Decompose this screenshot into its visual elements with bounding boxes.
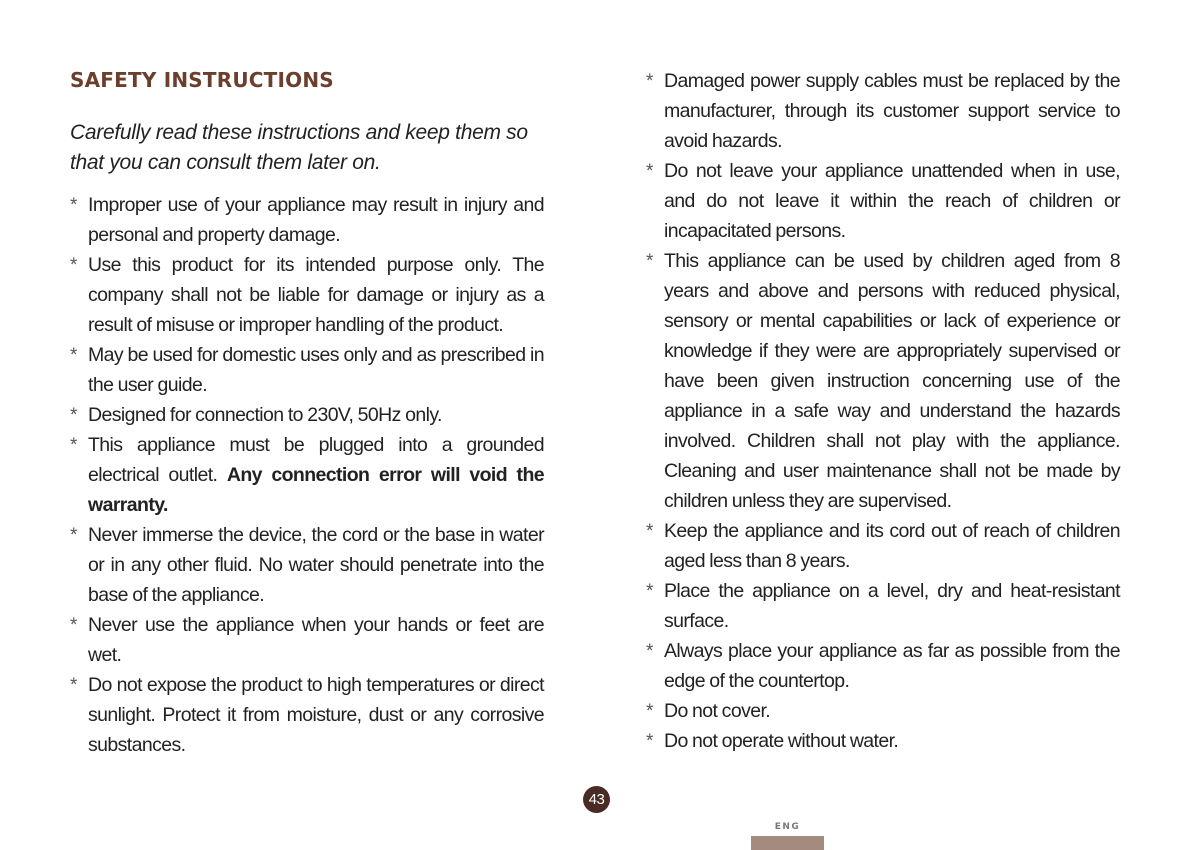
asterisk-bullet-icon: * [646,161,653,182]
left-safety-item [70,670,544,760]
asterisk-bullet-icon: * [646,71,653,92]
right-safety-item [646,156,1120,246]
asterisk-bullet-icon: * [646,641,653,662]
asterisk-bullet-icon: * [70,345,77,366]
language-tab-bar [751,836,824,850]
right-safety-item [646,246,1120,516]
asterisk-bullet-icon: * [646,521,653,542]
left-safety-item [70,340,544,400]
left-safety-item [70,190,544,250]
right-safety-item [646,516,1120,576]
right-safety-item-text: Do not operate without water. [664,730,899,752]
left-safety-list [70,190,544,760]
left-safety-item [70,250,544,340]
right-safety-item-text: Damaged power supply cables must be replaced by the manufacturer, through its customer support service to avoid hazards. [664,70,1120,152]
right-safety-item-text: This appliance can be used by children aged from 8 years and above and persons with reduced physical, sensory or mental capabilities or lack of experience or knowledge if they were are appropriately supervised or have been given instruction concerning use of the appliance in a safe way and understand the hazards involved. Children shall not play with the appliance. Cleaning and user maintenance shall not be made by children unless they are supervised. [664,250,1120,512]
language-tag: ENG [774,822,801,832]
left-safety-item-text: Use this product for its intended purpose only. The company shall not be liable for damage or injury as a result of misuse or improper handling of the product. [88,254,544,336]
right-safety-item-text: Always place your appliance as far as possible from the edge of the countertop. [664,640,1120,692]
asterisk-bullet-icon: * [70,615,77,636]
right-safety-item [646,696,1120,726]
left-safety-item [70,400,544,430]
right-safety-item-text: Place the appliance on a level, dry and heat-resistant surface. [664,580,1120,632]
asterisk-bullet-icon: * [646,251,653,272]
right-safety-item [646,576,1120,636]
left-safety-item-text: Never immerse the device, the cord or the base in water or in any other fluid. No water should penetrate into the base of the appliance. [88,524,544,606]
asterisk-bullet-icon: * [70,435,77,456]
asterisk-bullet-icon: * [70,405,77,426]
asterisk-bullet-icon: * [70,195,77,216]
right-safety-item-text: Do not leave your appliance unattended when in use, and do not leave it within the reach of children or incapacitated persons. [664,160,1120,242]
asterisk-bullet-icon: * [646,701,653,722]
intro-text: Carefully read these instructions and keep them so that you can consult them later on. [70,121,528,174]
page-number-badge: 43 [583,786,610,813]
right-safety-item [646,636,1120,696]
right-safety-item [646,66,1120,156]
asterisk-bullet-icon: * [70,255,77,276]
left-safety-item [70,520,544,610]
left-safety-item [70,610,544,670]
left-safety-item [70,430,544,520]
left-safety-item-text: Improper use of your appliance may result in injury and personal and property damage. [88,194,544,246]
left-safety-item-text: This appliance must be plugged into a grounded electrical outlet. [88,434,544,486]
asterisk-bullet-icon: * [646,731,653,752]
right-safety-item-text: Keep the appliance and its cord out of reach of children aged less than 8 years. [664,520,1120,572]
left-safety-item-text: Never use the appliance when your hands or feet are wet. [88,614,544,666]
asterisk-bullet-icon: * [70,675,77,696]
right-safety-list [646,66,1120,756]
left-safety-item-text: Designed for connection to 230V, 50Hz only. [88,404,442,426]
asterisk-bullet-icon: * [70,525,77,546]
section-title: SAFETY INSTRUCTIONS [70,68,334,92]
warranty-warning: Any connection error will void the warranty. [88,464,545,516]
left-safety-item-text: May be used for domestic uses only and as prescribed in the user guide. [88,344,544,396]
asterisk-bullet-icon: * [646,581,653,602]
left-safety-item-text: Do not expose the product to high temperatures or direct sunlight. Protect it from moisture, dust or any corrosive substances. [88,674,544,756]
right-safety-item-text: Do not cover. [664,700,771,722]
right-safety-item [646,726,1120,756]
